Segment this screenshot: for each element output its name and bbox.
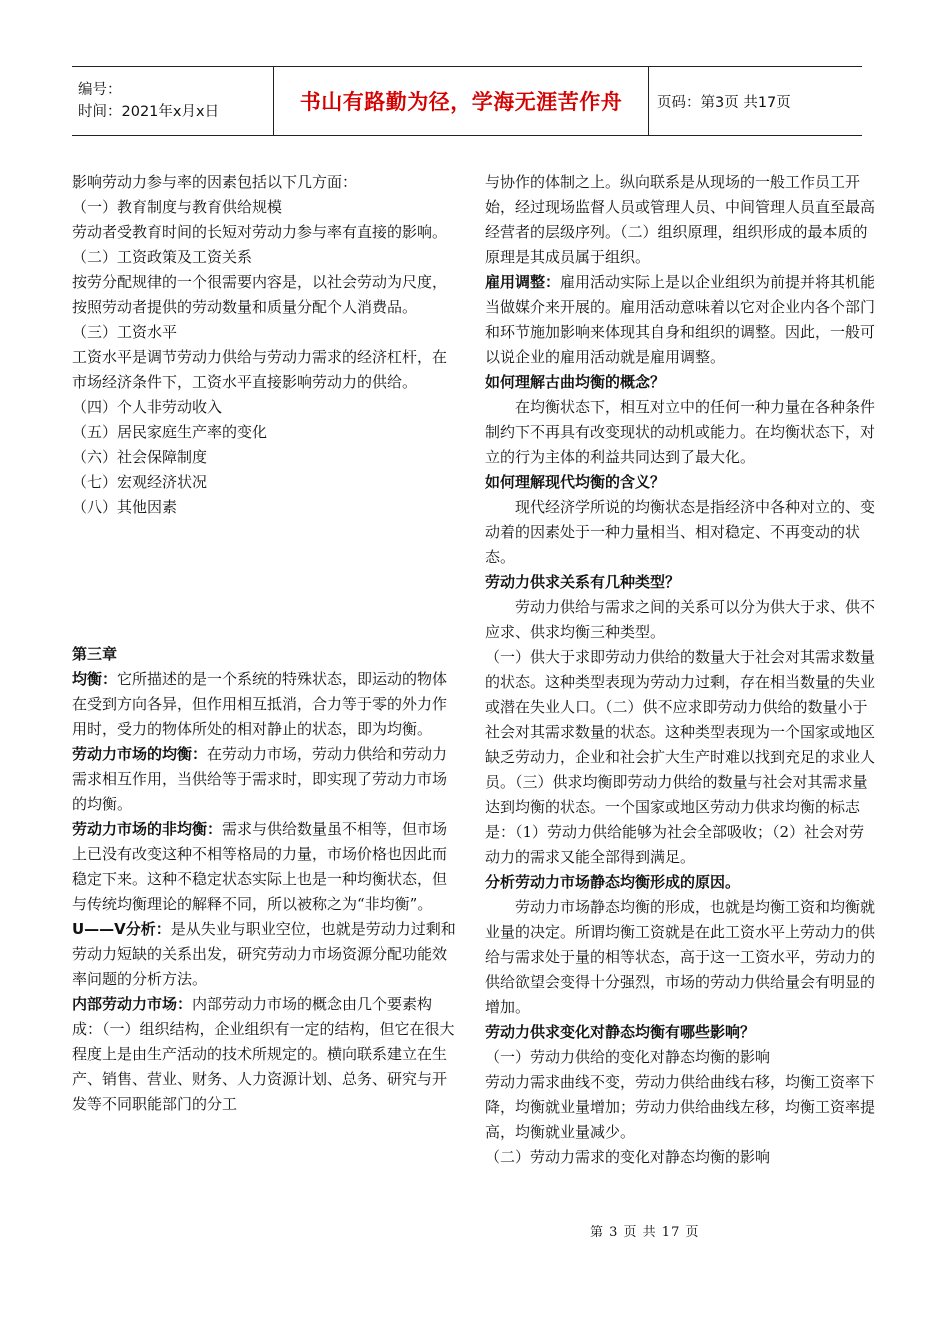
header-motto: 书山有路勤为径，学海无涯苦作舟	[273, 67, 649, 135]
paragraph-text: （一）劳动力供给的变化对静态均衡的影响	[485, 1048, 771, 1066]
paragraph-text: 工资水平是调节劳动力供给与劳动力需求的经济杠杆，在市场经济条件下，工资水平直接影响劳动力的供给。	[72, 348, 448, 391]
paragraph	[485, 895, 877, 1020]
paragraph	[72, 320, 458, 345]
paragraph	[72, 917, 458, 992]
paragraph	[72, 395, 458, 420]
paragraph	[72, 420, 458, 445]
paragraph-text: （二）工资政策及工资关系	[72, 248, 253, 266]
paragraph-text: 劳动力市场静态均衡的形成，也就是均衡工资和均衡就业量的决定。所谓均衡工资就是在此工资水平上劳动力的供给与需求处于量的相等状态，高于这一工资水平，劳动力的供给欲望会变得十分强烈，市场的劳动力供给量会有明显的增加。	[485, 898, 876, 1016]
paragraph-text: 影响劳动力参与率的因素包括以下几方面：	[72, 173, 358, 191]
paragraph-text: （五）居民家庭生产率的变化	[72, 423, 268, 441]
column-gap	[72, 520, 458, 642]
paragraph-text: （四）个人非劳动收入	[72, 398, 223, 416]
term-label: 内部劳动力市场：	[72, 995, 193, 1013]
heading-text: 如何理解现代均衡的含义？	[485, 473, 666, 491]
paragraph	[72, 992, 458, 1117]
paragraph-text: 在均衡状态下，相互对立中的任何一种力量在各种条件制约下不再具有改变现状的动机或能力。在均衡状态下，对立的行为主体的利益共同达到了最大化。	[485, 398, 876, 466]
paragraph	[72, 817, 458, 917]
page-header	[72, 66, 862, 136]
question-heading	[485, 870, 877, 895]
paragraph	[72, 495, 458, 520]
paragraph-text: 按劳分配规律的一个很需要内容是，以社会劳动为尺度，按照劳动者提供的劳动数量和质量分配个人消费品。	[72, 273, 448, 316]
paragraph-text: 它所描述的是一个系统的特殊状态，即运动的物体在受到方向各异，但作用相互抵消，合力等于零的外力作用时，受力的物体所处的相对静止的状态，即为均衡。	[72, 670, 448, 738]
header-page-label: 页码：第3页 共17页	[657, 94, 791, 111]
question-heading	[485, 470, 877, 495]
question-heading	[485, 370, 877, 395]
paragraph	[485, 170, 877, 270]
heading-text: 分析劳动力市场静态均衡形成的原因。	[485, 873, 741, 891]
page-footer: 第 3 页 共 17 页	[590, 1225, 700, 1240]
paragraph-text: 与协作的体制之上。纵向联系是从现场的一般工作员工开始，经过现场监督人员或管理人员、中间管理人员直至最高经营者的层级序列。（二）组织原理，组织形成的最本质的原理是其成员属于组织。	[485, 173, 876, 266]
paragraph-text: 是从失业与职业空位，也就是劳动力过剩和劳动力短缺的关系出发，研究劳动力市场资源分配功能效率问题的分析方法。	[72, 920, 456, 988]
paragraph-text: （二）劳动力需求的变化对静态均衡的影响	[485, 1148, 771, 1166]
chapter-title: 第三章	[72, 645, 118, 663]
paragraph	[72, 345, 458, 395]
question-heading	[485, 570, 877, 595]
paragraph-text: （三）工资水平	[72, 323, 178, 341]
right-column	[485, 170, 877, 1170]
paragraph	[72, 742, 458, 817]
question-heading	[485, 1020, 877, 1045]
right-paragraph-list	[485, 170, 877, 1170]
paragraph	[72, 170, 458, 195]
paragraph-text: 需求与供给数量虽不相等，但市场上已没有改变这种不相等格局的力量，市场价格也因此而稳定下来。这种不稳定状态实际上也是一种均衡状态，但与传统均衡理论的解释不同，所以被称之为“非均衡”。	[72, 820, 448, 913]
paragraph	[485, 395, 877, 470]
paragraph	[72, 245, 458, 270]
number-label: 编号：	[78, 82, 122, 98]
paragraph	[485, 270, 877, 370]
paragraph	[485, 1145, 877, 1170]
left-paragraph-list	[72, 170, 458, 520]
paragraph-text: 劳动者受教育时间的长短对劳动力参与率有直接的影响。	[72, 223, 448, 241]
paragraph	[485, 595, 877, 645]
paragraph	[72, 445, 458, 470]
paragraph	[72, 470, 458, 495]
heading-text: 如何理解古曲均衡的概念？	[485, 373, 666, 391]
paragraph-text: （一）教育制度与教育供给规模	[72, 198, 283, 216]
paragraph-text: （一）供大于求即劳动力供给的数量大于社会对其需求数量的状态。这种类型表现为劳动力过剩，存在相当数量的失业或潜在失业人口。（二）供不应求即劳动力供给的数量小于社会对其需求数量的状态。这种类型表现为一个国家或地区缺乏劳动力，企业和社会扩大生产时难以找到充足的求业人员。（三）供求均衡即劳动力供给的数量与社会对其需求量达到均衡的状态。一个国家或地区劳动力供求均衡的标志是：（1）劳动力供给能够为社会全部吸收；（2）社会对劳动力的需求又能全部得到满足。	[485, 648, 876, 866]
term-label: 均衡：	[72, 670, 118, 688]
heading-text: 劳动力供求变化对静态均衡有哪些影响？	[485, 1023, 756, 1041]
paragraph	[485, 1070, 877, 1145]
chapter-paragraph-list	[72, 667, 458, 1117]
paragraph	[72, 220, 458, 245]
paragraph-text: 在劳动力市场，劳动力供给和劳动力需求相互作用，当供给等于需求时，即实现了劳动力市场的均衡。	[72, 745, 448, 813]
term-label: U——V分析：	[72, 920, 171, 938]
heading-text: 劳动力供求关系有几种类型？	[485, 573, 681, 591]
left-column	[72, 170, 458, 1117]
paragraph-text: 雇用活动实际上是以企业组织为前提并将其机能当做媒介来开展的。雇用活动意味着以它对企业内各个部门和环节施加影响来体现其自身和组织的调整。因此，一般可以说企业的雇用活动就是雇用调整。	[485, 273, 876, 366]
paragraph-text: 内部劳动力市场的概念由几个要素构成：（一）组织结构，企业组织有一定的结构，但它在很大程度上是由生产活动的技术所规定的。横向联系建立在生产、销售、营业、财务、人力资源计划、总务、研究与开发等不同职能部门的分工	[72, 995, 455, 1113]
time-label: 时间：2021年x月x日	[78, 104, 220, 120]
paragraph-text: （八）其他因素	[72, 498, 178, 516]
paragraph	[485, 645, 877, 870]
paragraph-text: （七）宏观经济状况	[72, 473, 208, 491]
paragraph-text: （六）社会保障制度	[72, 448, 208, 466]
paragraph	[485, 495, 877, 570]
paragraph	[72, 195, 458, 220]
header-meta	[72, 67, 273, 135]
paragraph-text: 现代经济学所说的均衡状态是指经济中各种对立的、变动着的因素处于一种力量相当、相对稳定、不再变动的状态。	[485, 498, 876, 566]
paragraph	[72, 270, 458, 320]
paragraph-text: 劳动力供给与需求之间的关系可以分为供大于求、供不应求、供求均衡三种类型。	[485, 598, 876, 641]
term-label: 雇用调整：	[485, 273, 561, 291]
paragraph-text: 劳动力需求曲线不变，劳动力供给曲线右移，均衡工资率下降，均衡就业量增加；劳动力供给曲线左移，均衡工资率提高，均衡就业量减少。	[485, 1073, 876, 1141]
term-label: 劳动力市场的均衡：	[72, 745, 208, 763]
paragraph	[485, 1045, 877, 1070]
paragraph	[72, 667, 458, 742]
term-label: 劳动力市场的非均衡：	[72, 820, 223, 838]
